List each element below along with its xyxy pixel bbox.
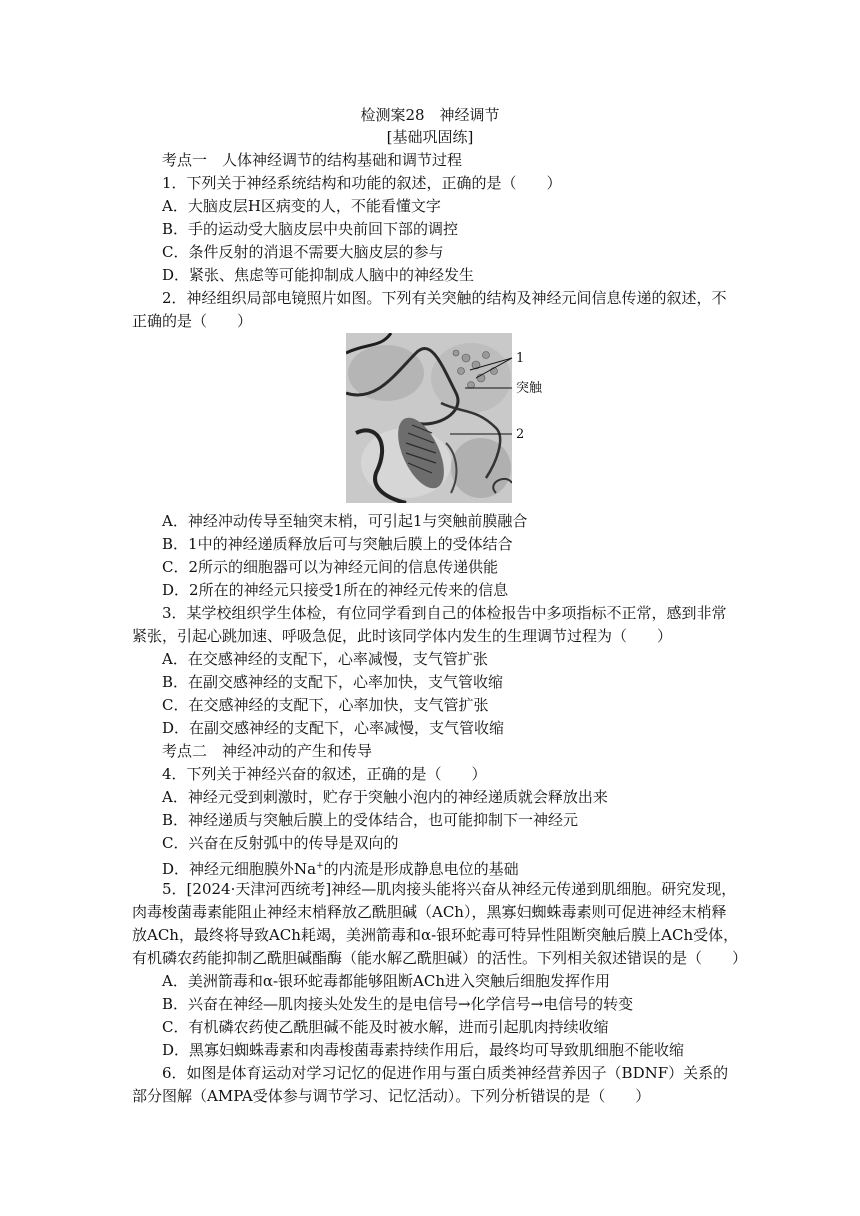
question-stem: 6．如图是体育运动对学习记忆的促进作用与蛋白质类神经营养因子（BDNF）关系的 xyxy=(162,1064,729,1082)
question-stem-cont: 有机磷农药能抑制乙酰胆碱酯酶（能水解乙酰胆碱）的活性。下列相关叙述错误的是（ ） xyxy=(132,949,748,967)
page-title: 检测案28 神经调节 xyxy=(360,106,500,124)
question-stem: 1．下列关于神经系统结构和功能的叙述，正确的是（ ） xyxy=(162,174,562,192)
question-stem-cont: 正确的是（ ） xyxy=(132,312,253,330)
figure-label-2: 2 xyxy=(516,427,525,442)
option-c: C．兴奋在反射弧中的传导是双向的 xyxy=(162,834,399,852)
option-b: B．手的运动受大脑皮层中央前回下部的调控 xyxy=(162,220,459,238)
topic-heading: 考点一 人体神经调节的结构基础和调节过程 xyxy=(162,151,463,169)
option-b: B．1中的神经递质释放后可与突触后膜上的受体结合 xyxy=(162,535,513,553)
option-a: A．在交感神经的支配下，心率减慢，支气管扩张 xyxy=(162,650,488,668)
option-b: B．神经递质与突触后膜上的受体结合，也可能抑制下一神经元 xyxy=(162,811,579,829)
question-stem: 2．神经组织局部电镜照片如图。下列有关突触的结构及神经元间信息传递的叙述，不 xyxy=(162,289,727,307)
option-a: A．美洲箭毒和α-银环蛇毒都能够阻断ACh进入突触后细胞发挥作用 xyxy=(162,972,611,990)
option-a: A．神经冲动传导至轴突末梢，可引起1与突触前膜融合 xyxy=(162,512,528,530)
section-heading: [基础巩固练] xyxy=(386,128,474,146)
figure-label-1: 1 xyxy=(516,351,525,366)
option-a: A．大脑皮层H区病变的人，不能看懂文字 xyxy=(162,197,441,215)
option-c: C．有机磷农药使乙酰胆碱不能及时被水解，进而引起肌肉持续收缩 xyxy=(162,1018,609,1036)
option-b: B．兴奋在神经—肌肉接头处发生的是电信号→化学信号→电信号的转变 xyxy=(162,995,634,1013)
question-stem: 3．某学校组织学生体检，有位同学看到自己的体检报告中多项指标不正常，感到非常 xyxy=(162,604,727,622)
option-c: C．条件反射的消退不需要大脑皮层的参与 xyxy=(162,243,444,261)
question-stem: 5．[2024·天津河西统考]神经—肌肉接头能将兴奋从神经元传递到肌细胞。研究发现， xyxy=(162,880,737,898)
question-stem: 4．下列关于神经兴奋的叙述，正确的是（ ） xyxy=(162,765,487,783)
figure-label-synapse: 突触 xyxy=(516,381,543,396)
option-d: D．2所在的神经元只接受1所在的神经元传来的信息 xyxy=(162,581,509,599)
option-d: D．在副交感神经的支配下，心率减慢，支气管收缩 xyxy=(162,719,505,737)
sodium-charge-superscript: + xyxy=(316,861,324,871)
option-d: D．黑寡妇蜘蛛毒素和肉毒梭菌毒素持续作用后，最终均可导致肌细胞不能收缩 xyxy=(162,1041,685,1059)
question-stem-cont: 紧张，引起心跳加速、呼吸急促，此时该同学体内发生的生理调节过程为（ ） xyxy=(132,627,673,645)
option-d-text-pre: D．神经元细胞膜外Na xyxy=(162,860,317,878)
option-c: C．2所示的细胞器可以为神经元间的信息传递供能 xyxy=(162,558,499,576)
topic-heading: 考点二 神经冲动的产生和传导 xyxy=(162,742,373,760)
option-d: D．紧张、焦虑等可能抑制成人脑中的神经发生 xyxy=(162,266,475,284)
option-c: C．在交感神经的支配下，心率加快，支气管扩张 xyxy=(162,696,489,714)
question-stem-cont: 肉毒梭菌毒素能阻止神经末梢释放乙酰胆碱（ACh），黑寡妇蜘蛛毒素则可促进神经末梢释 xyxy=(132,903,727,921)
option-b: B．在副交感神经的支配下，心率加快，支气管收缩 xyxy=(162,673,504,691)
question-stem-cont: 放ACh，最终将导致ACh耗竭，美洲箭毒和α-银环蛇毒可特异性阻断突触后膜上ACh受体， xyxy=(132,926,739,944)
figure-leader-lines xyxy=(440,350,520,450)
option-d-text-post: 的内流是形成静息电位的基础 xyxy=(323,860,519,878)
option-d xyxy=(162,856,519,879)
option-a: A．神经元受到刺激时，贮存于突触小泡内的神经递质就会释放出来 xyxy=(162,788,608,806)
question-stem-cont: 部分图解（AMPA受体参与调节学习、记忆活动）。下列分析错误的是（ ） xyxy=(132,1087,651,1105)
